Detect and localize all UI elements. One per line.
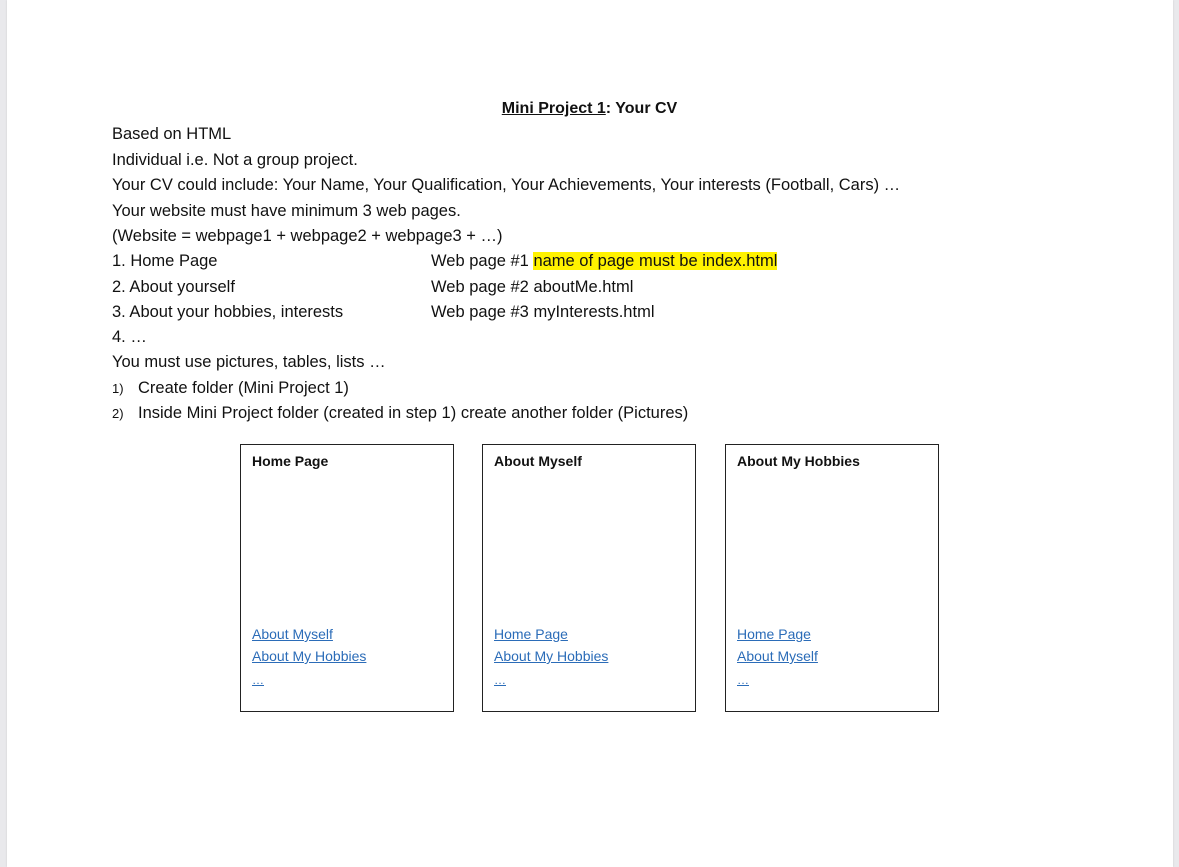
page-item-4: 4. … xyxy=(112,328,147,346)
web-page-3-label: Web page #3 xyxy=(431,303,529,321)
box-about-my-hobbies-title: About My Hobbies xyxy=(737,453,860,469)
line-requirements: You must use pictures, tables, lists … xyxy=(112,353,386,371)
step-2 xyxy=(112,403,688,424)
web-page-3-row xyxy=(431,302,654,322)
document-title xyxy=(0,99,1179,119)
page-item-1: 1. Home Page xyxy=(112,252,218,270)
link-more[interactable]: … xyxy=(737,673,749,687)
page-item-3: 3. About your hobbies, interests xyxy=(112,303,344,321)
link-about-my-hobbies[interactable]: About My Hobbies xyxy=(252,648,367,664)
link-home-page[interactable]: Home Page xyxy=(494,626,568,642)
box-about-my-hobbies-links xyxy=(737,623,818,689)
link-about-myself[interactable]: About Myself xyxy=(252,626,333,642)
step-1 xyxy=(112,378,349,399)
web-page-1-row xyxy=(431,251,777,271)
title-underlined: Mini Project 1 xyxy=(501,100,606,117)
step-1-text: Create folder (Mini Project 1) xyxy=(138,379,349,397)
link-about-my-hobbies[interactable]: About My Hobbies xyxy=(494,648,609,664)
line-website-formula: (Website = webpage1 + webpage2 + webpage3 + …) xyxy=(112,227,503,245)
title-rest: : Your CV xyxy=(605,100,678,117)
web-page-2-row xyxy=(431,277,633,297)
link-home-page[interactable]: Home Page xyxy=(737,626,811,642)
box-home-page xyxy=(240,444,454,712)
box-about-my-hobbies xyxy=(725,444,939,712)
web-page-2-file-note: aboutMe.html xyxy=(533,278,634,296)
box-about-myself xyxy=(482,444,696,712)
box-home-page-links xyxy=(252,623,366,689)
web-page-2-label: Web page #2 xyxy=(431,278,529,296)
step-2-number: 2) xyxy=(112,406,124,421)
page-item-2: 2. About yourself xyxy=(112,278,235,296)
link-more[interactable]: … xyxy=(494,673,506,687)
line-cv-include: Your CV could include: Your Name, Your Qualification, Your Achievements, Your interests (Football, Cars) … xyxy=(112,176,901,194)
web-page-1-file-note: name of page must be index.html xyxy=(533,252,778,270)
web-page-1-label: Web page #1 xyxy=(431,252,529,270)
line-individual: Individual i.e. Not a group project. xyxy=(112,151,358,169)
step-1-number: 1) xyxy=(112,381,124,396)
link-more[interactable]: … xyxy=(252,673,264,687)
box-about-myself-links xyxy=(494,623,608,689)
step-2-text: Inside Mini Project folder (created in step 1) create another folder (Pictures) xyxy=(138,404,689,422)
web-page-3-file-note: myInterests.html xyxy=(533,303,655,321)
line-based-on: Based on HTML xyxy=(112,125,232,143)
box-home-page-title: Home Page xyxy=(252,453,329,469)
line-min-pages: Your website must have minimum 3 web pages. xyxy=(112,202,461,220)
link-about-myself[interactable]: About Myself xyxy=(737,648,818,664)
box-about-myself-title: About Myself xyxy=(494,453,582,469)
